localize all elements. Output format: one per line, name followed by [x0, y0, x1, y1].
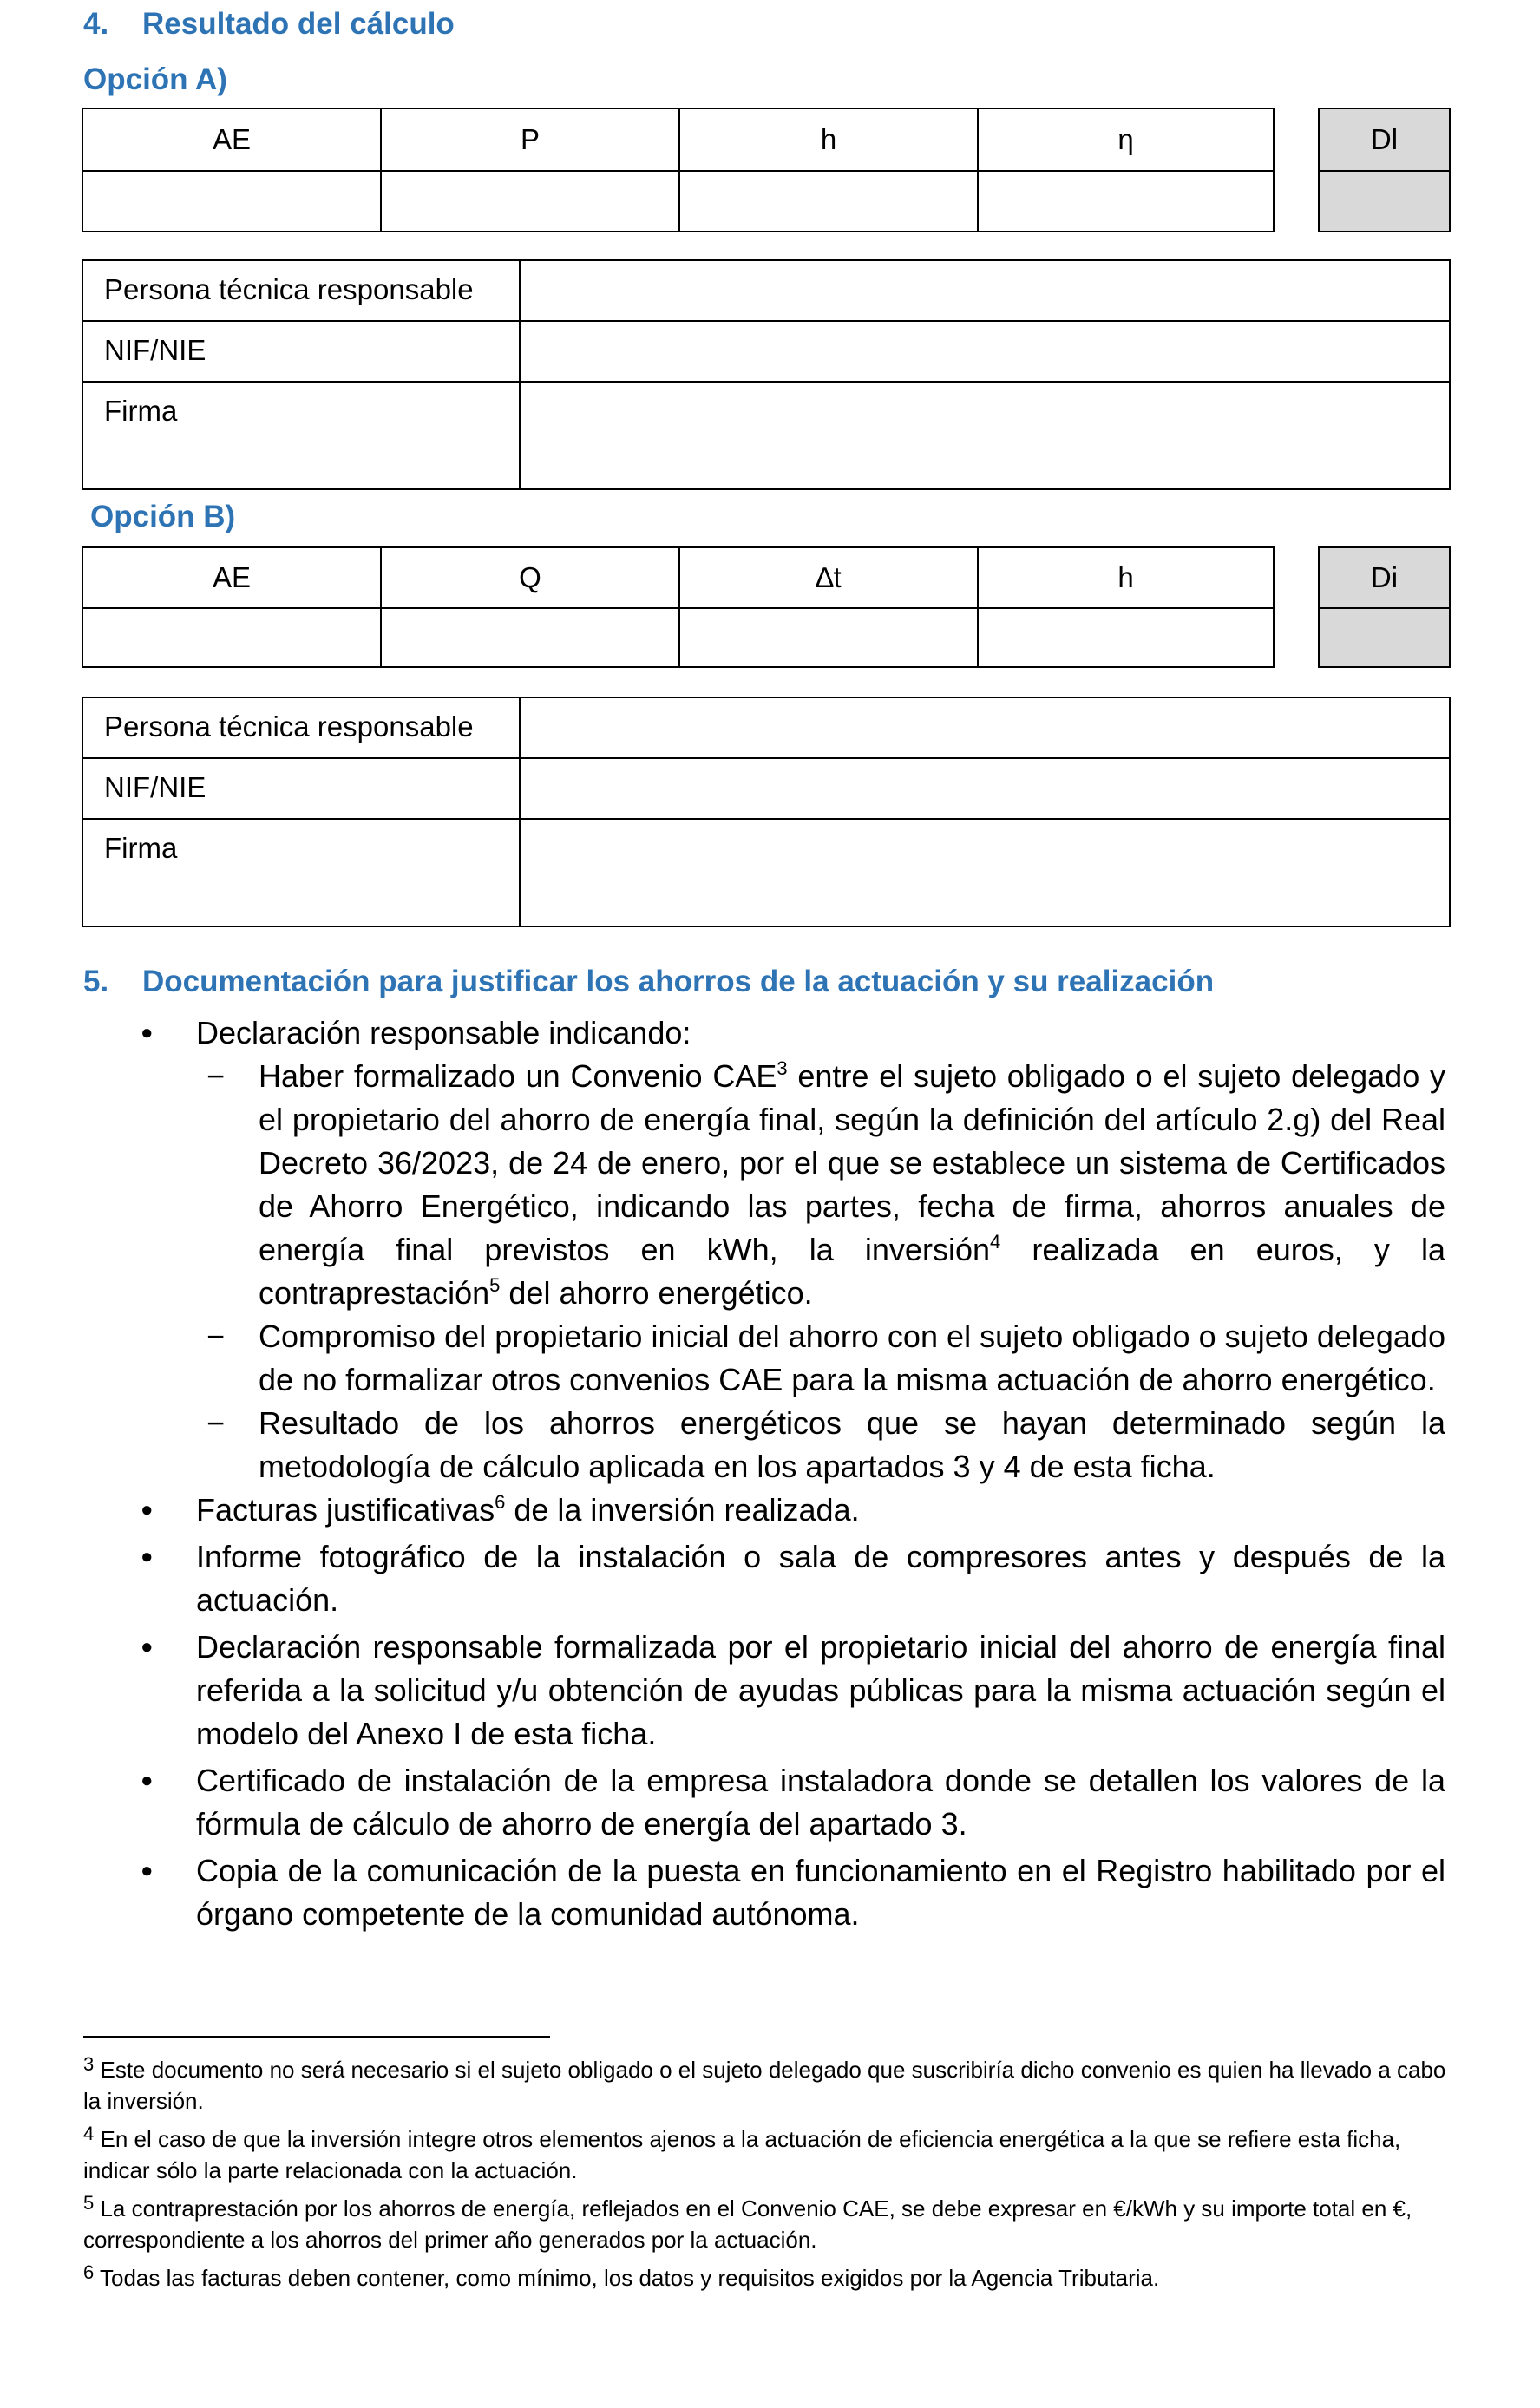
list-item-declaration — [83, 1011, 1445, 1489]
input-cell-ae[interactable] — [82, 608, 381, 667]
section-number: 5. — [83, 965, 109, 998]
input-cell-p[interactable] — [381, 171, 679, 232]
header-h: h — [679, 108, 978, 171]
footnote-ref-4[interactable]: 4 — [990, 1231, 1001, 1253]
footnote-ref-3[interactable]: 3 — [777, 1057, 788, 1079]
footnote-ref-6[interactable]: 6 — [495, 1491, 506, 1513]
list-item-declaracion-ayudas: ● Declaración responsable formalizada por el propietario inicial del ahorro de energía final referida a la solicitud y/u obtención de ayudas públicas para la misma actuación según el modelo del Anexo I de esta ficha. — [83, 1626, 1445, 1756]
responsible-technician-field[interactable] — [520, 697, 1450, 758]
section-title: Documentación para justificar los ahorros de la actuación y su realización — [142, 965, 1215, 998]
footnote-ref-5[interactable]: 5 — [489, 1274, 501, 1296]
text-fragment: del ahorro energético. — [500, 1275, 813, 1311]
list-item-text: Declaración responsable indicando: — [196, 1015, 691, 1050]
input-cell-eta[interactable] — [978, 171, 1274, 232]
footnote-separator — [83, 2036, 550, 2038]
footnote-mark: 4 — [83, 2123, 95, 2144]
sub-item-compromiso: − Compromiso del propietario inicial del ahorro con el sujeto obligado o sujeto delegado de no formalizar otros convenios CAE para la misma actuación de ahorro energético. — [196, 1315, 1445, 1402]
list-item-certificado: ● Certificado de instalación de la empresa instaladora donde se detallen los valores de la fórmula de cálculo de ahorro de energía del apartado 3. — [83, 1759, 1445, 1846]
option-b-person-table — [82, 697, 1451, 927]
header-ae: AE — [82, 108, 381, 171]
header-delta-t: ∆t — [679, 547, 978, 608]
sub-item-convenio — [196, 1055, 1445, 1315]
responsible-technician-label: Persona técnica responsable — [82, 697, 520, 758]
footnote-6 — [83, 2262, 1454, 2293]
column-gap — [1274, 608, 1319, 667]
footnote-text: La contraprestación por los ahorros de energía, reflejados en el Convenio CAE, se debe expresar en €/kWh y su importe total en €, correspondiente a los ahorros del primer año generados por la actuación. — [83, 2195, 1412, 2253]
footnote-4 — [83, 2123, 1454, 2186]
footnote-5 — [83, 2193, 1454, 2255]
header-result: Dl — [1319, 108, 1450, 171]
nif-nie-field[interactable] — [520, 758, 1450, 819]
text-fragment: Facturas justificativas — [196, 1492, 495, 1528]
input-cell-q[interactable] — [381, 608, 679, 667]
section-4-heading — [83, 7, 455, 42]
option-a-calc-table — [82, 108, 1451, 232]
list-item-copia: ● Copia de la comunicación de la puesta en funcionamiento en el Registro habilitado por el órgano competente de la comunidad autónoma. — [83, 1849, 1445, 1936]
option-b-calc-table — [82, 546, 1451, 668]
header-eta: η — [978, 108, 1274, 171]
section-title: Resultado del cálculo — [142, 7, 455, 41]
nif-nie-label: NIF/NIE — [82, 758, 520, 819]
column-gap — [1274, 547, 1319, 608]
option-b-label: Opción B) — [90, 500, 236, 533]
signature-field[interactable] — [520, 382, 1450, 489]
option-a-person-table — [82, 259, 1451, 490]
section-number: 4. — [83, 7, 109, 41]
text-fragment: Haber formalizado un Convenio CAE — [259, 1058, 777, 1094]
column-gap — [1274, 108, 1319, 171]
footnote-mark: 5 — [83, 2192, 95, 2214]
section-5-heading — [83, 965, 1214, 999]
signature-label: Firma — [82, 382, 520, 489]
option-a-label: Opción A) — [83, 62, 227, 96]
text-fragment: entre el sujeto obligado o el sujeto delegado y el propietario del ahorro de energía final, según la definición del artículo 2.g) del Real Decreto 36/2023, de 24 de enero, por el que se establece un sistema de Certificados de Ahorro Energético, indicando las partes, fecha de firma, ahorros anuales de energía final previstos en kWh, la inversión — [259, 1058, 1445, 1267]
footnote-text: En el caso de que la inversión integre otros elementos ajenos a la actuación de eficiencia energética a la que se refiere esta ficha, indicar sólo la parte relacionada con la actuación. — [83, 2126, 1401, 2183]
input-cell-ae[interactable] — [82, 171, 381, 232]
header-p: P — [381, 108, 679, 171]
footnote-3 — [83, 2054, 1454, 2117]
footnote-text: Todas las facturas deben contener, como mínimo, los datos y requisitos exigidos por la Agencia Tributaria. — [94, 2265, 1160, 2291]
list-item-informe: ● Informe fotográfico de la instalación o sala de compresores antes y después de la actuación. — [83, 1535, 1445, 1622]
input-cell-h[interactable] — [679, 171, 978, 232]
footnote-mark: 3 — [83, 2053, 95, 2075]
documentation-list — [83, 1011, 1445, 1936]
column-gap — [1274, 171, 1319, 232]
footnote-mark: 6 — [83, 2261, 95, 2283]
nif-nie-label: NIF/NIE — [82, 321, 520, 382]
header-result: Di — [1319, 547, 1450, 608]
responsible-technician-label: Persona técnica responsable — [82, 260, 520, 321]
header-h: h — [978, 547, 1274, 608]
signature-label: Firma — [82, 819, 520, 926]
text-fragment: realizada en euros, y la contraprestación — [259, 1232, 1446, 1311]
sub-item-resultado: − Resultado de los ahorros energéticos que se hayan determinado según la metodología de cálculo aplicada en los apartados 3 y 4 de esta ficha. — [196, 1402, 1445, 1489]
input-cell-delta-t[interactable] — [679, 608, 978, 667]
responsible-technician-field[interactable] — [520, 260, 1450, 321]
header-q: Q — [381, 547, 679, 608]
list-item-facturas — [83, 1489, 1445, 1532]
footnote-text: Este documento no será necesario si el sujeto obligado o el sujeto delegado que suscribiría dicho convenio es quien ha llevado a cabo la inversión. — [83, 2057, 1446, 2114]
footnotes — [83, 2054, 1454, 2300]
nif-nie-field[interactable] — [520, 321, 1450, 382]
input-cell-h[interactable] — [978, 608, 1274, 667]
header-ae: AE — [82, 547, 381, 608]
result-cell — [1319, 171, 1450, 232]
signature-field[interactable] — [520, 819, 1450, 926]
text-fragment: de la inversión realizada. — [505, 1492, 860, 1528]
result-cell — [1319, 608, 1450, 667]
